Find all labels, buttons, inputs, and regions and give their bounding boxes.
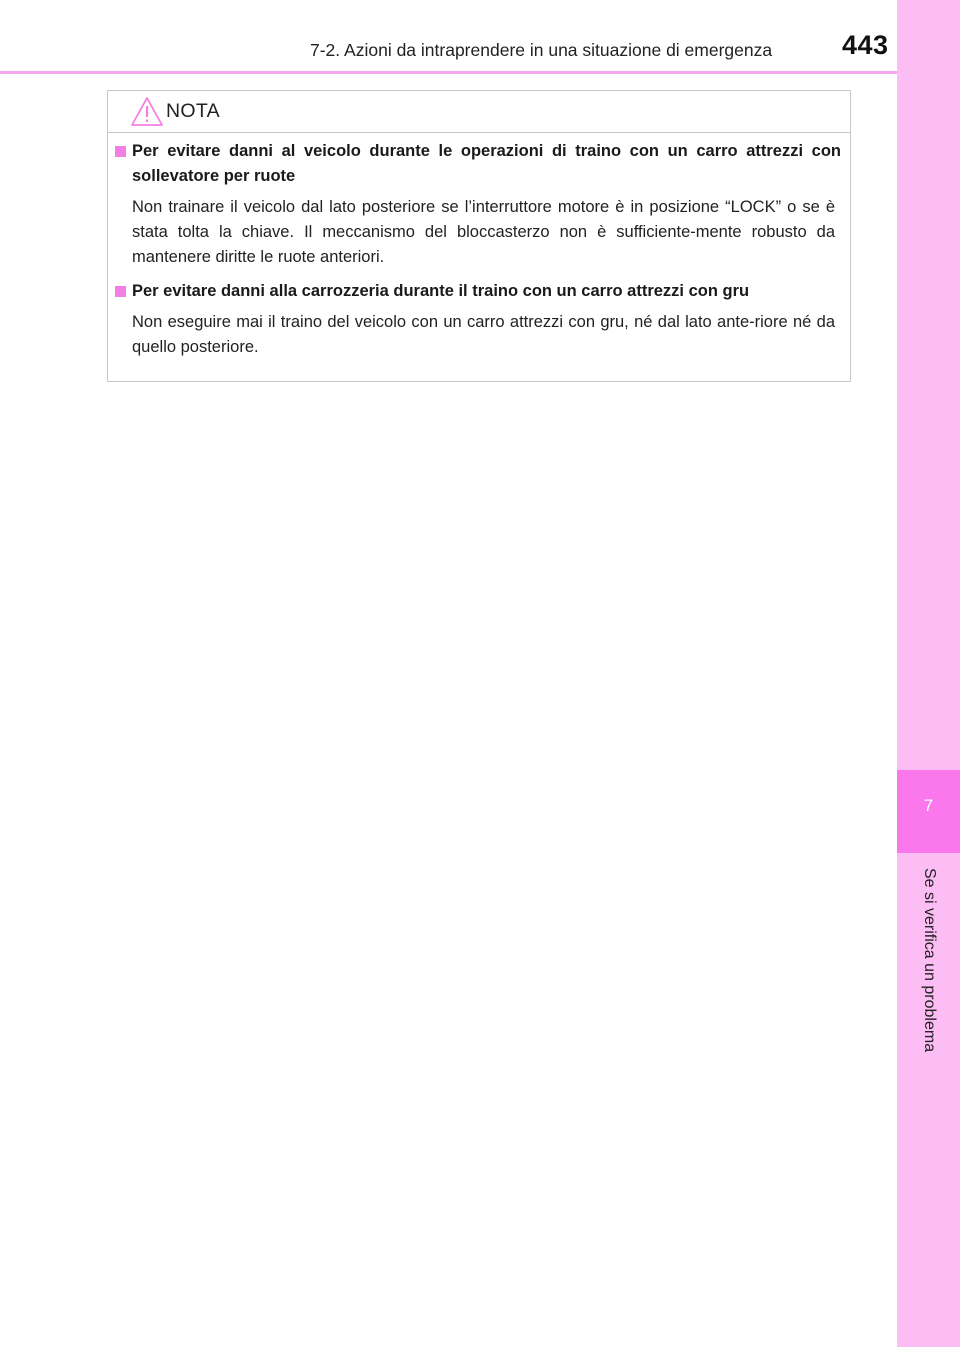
note-item-heading-text: Per evitare danni al veicolo durante le operazioni di traino con un carro attrezzi con sollevatore per ruote [132,142,841,185]
warning-triangle-icon [130,96,164,127]
square-bullet-icon [115,146,126,157]
page-number: 443 [842,30,889,60]
page-header [0,0,897,72]
note-title: NOTA [166,100,220,122]
note-header [108,91,850,133]
note-item [108,279,849,360]
note-item-heading-text: Per evitare danni alla carrozzeria durante il traino con un carro attrezzi con gru [132,282,750,300]
note-item-heading [108,139,849,189]
section-title: 7-2. Azioni da intraprendere in una situazione di emergenza [310,40,773,60]
note-body [108,139,849,360]
chapter-side-tab [897,0,960,1347]
chapter-number: 7 [923,796,934,815]
header-rule [0,71,897,74]
square-bullet-icon [115,286,126,297]
chapter-label: Se si verifica un problema [921,868,938,1053]
note-item-text: Non eseguire mai il traino del veicolo con un carro attrezzi con gru, né dal lato ante-riore né da quello posteriore. [132,313,835,356]
note-item-heading [108,279,849,304]
note-item [108,139,849,270]
note-item-text: Non trainare il veicolo dal lato posteriore se l’interruttore motore è in posizione “LOCK” o se è stata tolta la chiave. Il meccanismo del bloccasterzo non è sufficiente-mente robusto da mantenere diritte le ruote anteriori. [132,198,835,266]
note-box [107,90,851,382]
